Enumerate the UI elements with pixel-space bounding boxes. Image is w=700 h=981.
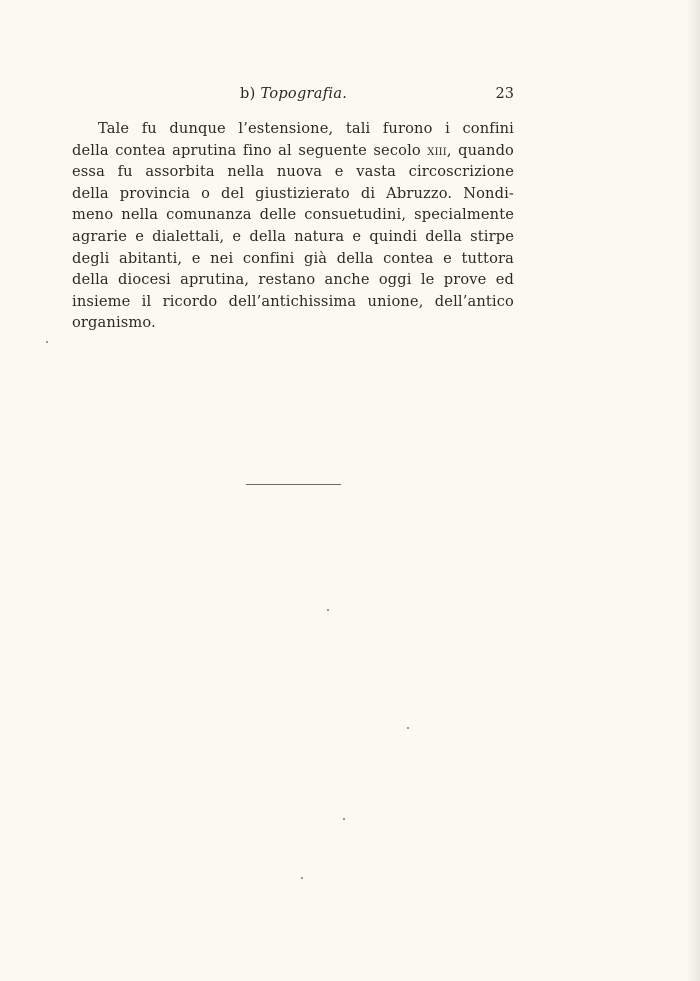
text-line: meno nella comunanza delle consuetudini, specialmente [72, 206, 514, 224]
section-end-rule [246, 484, 341, 485]
text-line: insieme il ricordo dell’antichissima unione, dell’antico [72, 292, 514, 310]
text-line: organismo. [72, 314, 156, 332]
text-line [72, 140, 514, 162]
page-number: 23 [495, 86, 514, 102]
paper-speck [327, 609, 329, 611]
text-line: essa fu assorbita nella nuova e vasta circoscrizione [72, 163, 514, 181]
text-line-part: , quando [446, 141, 514, 159]
paper-speck [343, 818, 345, 820]
section-title: Topografia. [260, 86, 348, 102]
text-line: della diocesi aprutina, restano anche oggi le prove ed [72, 271, 514, 289]
running-head [72, 86, 514, 106]
text-line: della provincia o del giustizierato di Abruzzo. Nondi- [72, 184, 514, 202]
section-marker: b) [240, 86, 256, 102]
roman-numeral-century: xiii [427, 141, 447, 159]
text-line: agrarie e dialettali, e della natura e quindi della stirpe [72, 227, 514, 245]
text-line: Tale fu dunque l’estensione, tali furono i confini [98, 120, 514, 137]
text-line: degli abitanti, e nei confini già della contea e tuttora [72, 249, 514, 267]
paper-speck [407, 727, 409, 729]
section-heading [240, 86, 347, 102]
body-paragraph [72, 118, 514, 334]
paper-speck [301, 877, 303, 879]
page-edge-shadow [686, 0, 700, 981]
paper-speck [46, 341, 48, 343]
text-line-part: della contea aprutina fino al seguente secolo [72, 141, 428, 159]
